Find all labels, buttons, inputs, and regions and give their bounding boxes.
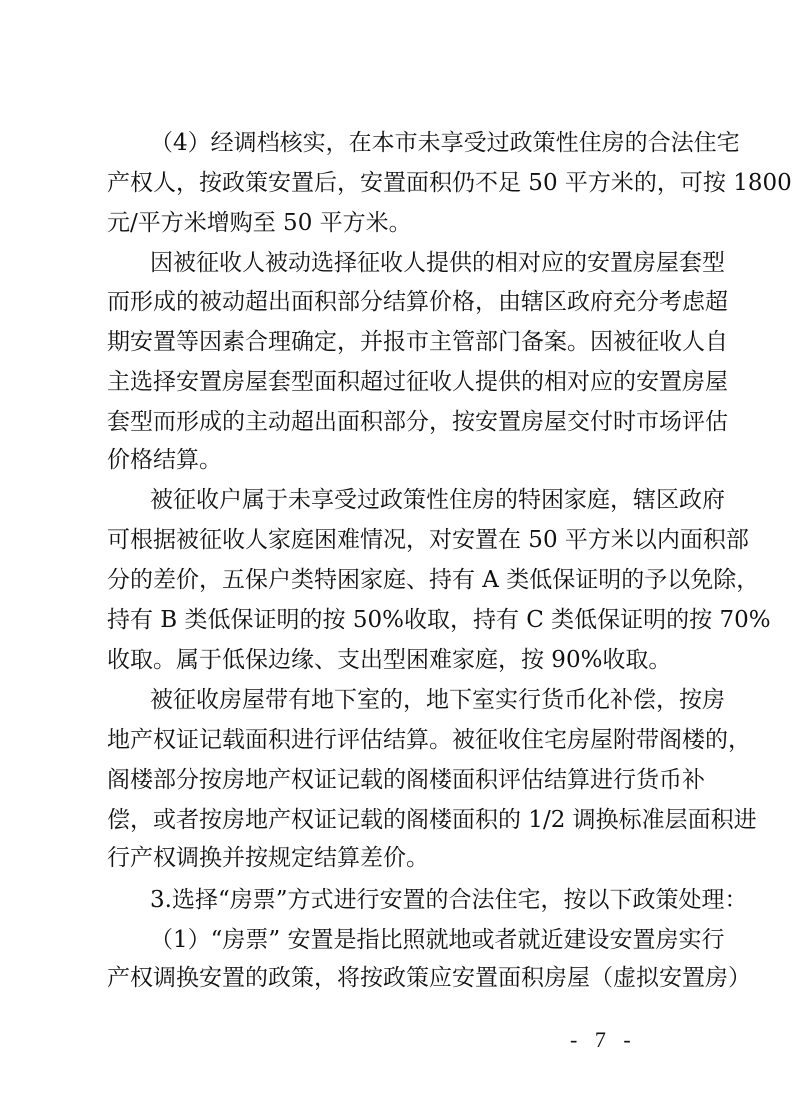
text-line: 收取。属于低保边缘、支出型困难家庭，按 90%收取。 xyxy=(107,647,672,673)
text-line: 地产权证记载面积进行评估结算。被征收住宅房屋附带阁楼的， xyxy=(107,727,751,753)
text-line: 3.选择“房票”方式进行安置的合法住宅，按以下政策处理： xyxy=(150,887,748,913)
text-line: 元/平方米增购至 50 平方米。 xyxy=(107,210,412,236)
text-line: 价格结算。 xyxy=(107,447,222,473)
text-line: 产权人，按政策安置后，安置面积仍不足 50 平方米的，可按 1800 xyxy=(107,170,792,196)
text-line: 分的差价，五保户类特困家庭、持有 A 类低保证明的予以免除， xyxy=(107,567,760,593)
text-line: （1）“房票” 安置是指比照就地或者就近建设安置房实行 xyxy=(150,927,725,953)
text-line: 被征收房屋带有地下室的，地下室实行货币化补偿，按房 xyxy=(150,687,725,713)
text-line: 被征收户属于未享受过政策性住房的特困家庭，辖区政府 xyxy=(150,487,725,513)
text-line: 可根据被征收人家庭困难情况，对安置在 50 平方米以内面积部 xyxy=(107,527,749,553)
text-line: 主选择安置房屋套型面积超过征收人提供的相对应的安置房屋 xyxy=(107,369,728,395)
page-number: - 7 - xyxy=(570,1027,637,1052)
text-line: 行产权调换并按规定结算差价。 xyxy=(107,845,429,871)
text-line: 阁楼部分按房地产权证记载的阁楼面积评估结算进行货币补 xyxy=(107,767,705,793)
text-line: 偿，或者按房地产权证记载的阁楼面积的 1/2 调换标准层面积进 xyxy=(107,807,757,833)
text-line: 持有 B 类低保证明的按 50%收取，持有 C 类低保证明的按 70% xyxy=(107,607,771,633)
text-line: 期安置等因素合理确定，并报市主管部门备案。因被征收人自 xyxy=(107,329,728,355)
text-line: 套型而形成的主动超出面积部分，按安置房屋交付时市场评估 xyxy=(107,409,728,435)
text-line: 而形成的被动超出面积部分结算价格，由辖区政府充分考虑超 xyxy=(107,289,728,315)
text-line: 因被征收人被动选择征收人提供的相对应的安置房屋套型 xyxy=(150,250,725,276)
text-line: 产权调换安置的政策，将按政策应安置面积房屋（虚拟安置房） xyxy=(107,965,751,991)
text-line: （4）经调档核实，在本市未享受过政策性住房的合法住宅 xyxy=(150,130,740,156)
